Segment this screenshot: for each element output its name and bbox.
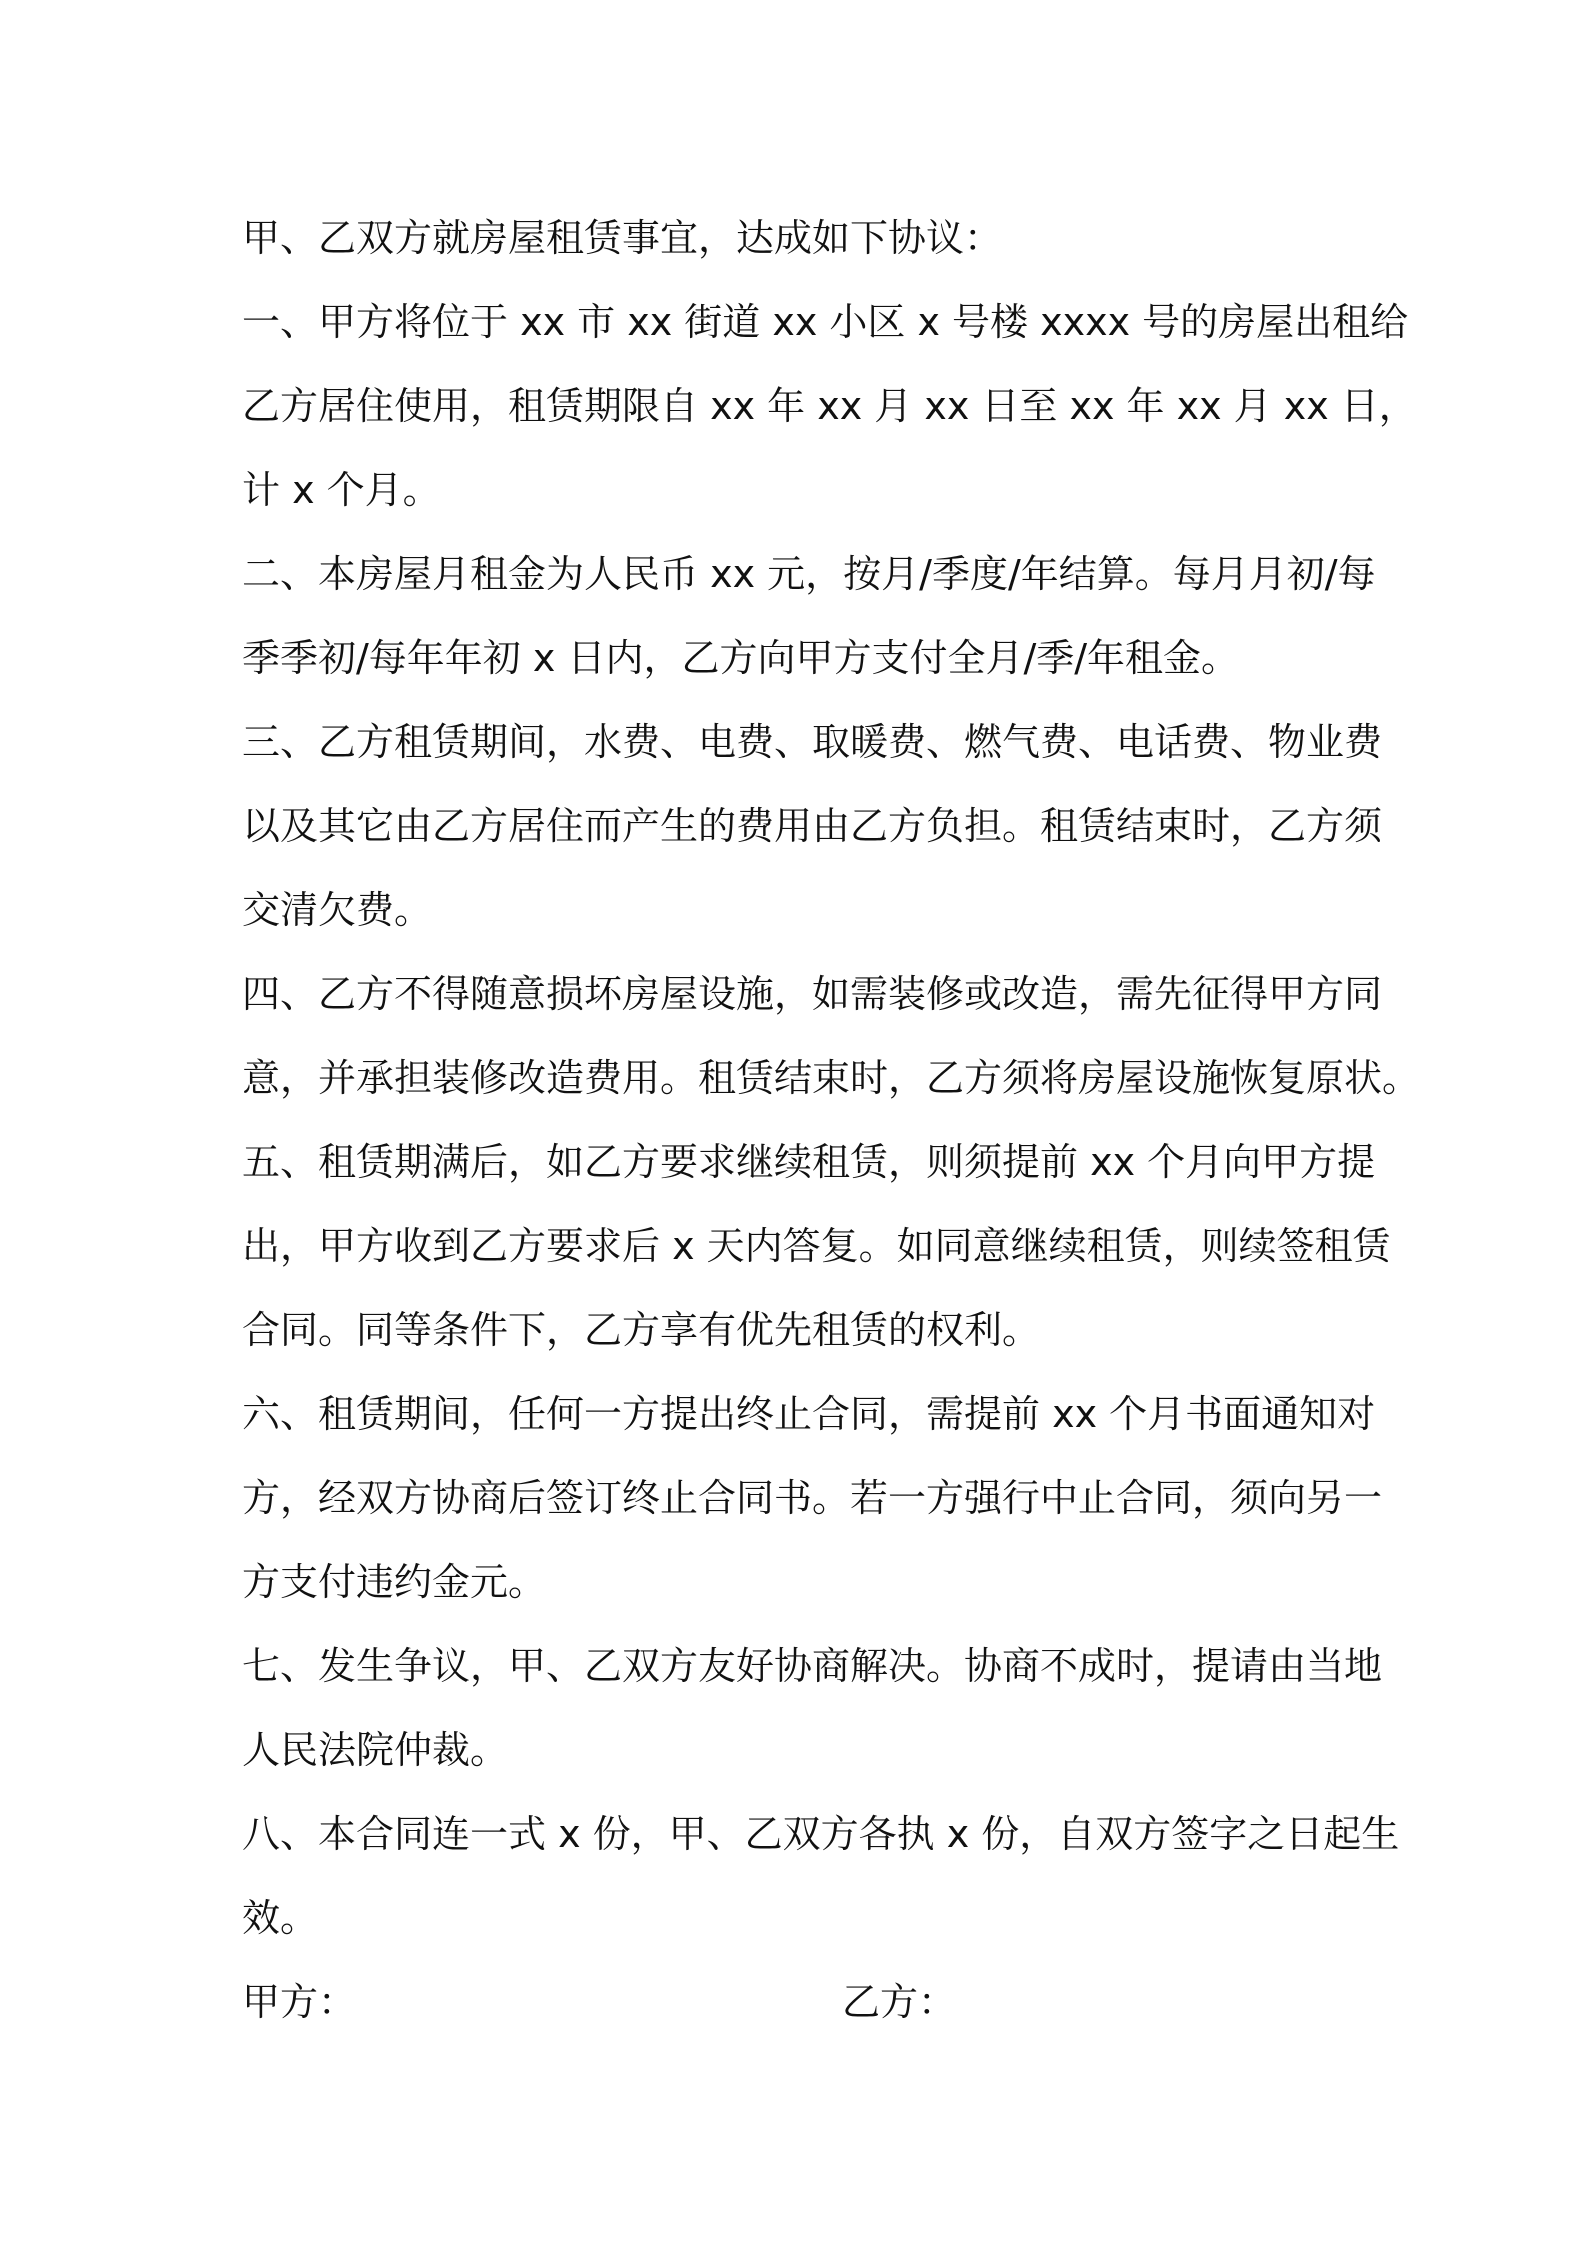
signature-row: [242, 1960, 1362, 2044]
clause-line: 七、发生争议，甲、乙双方友好协商解决。协商不成时，提请由当地: [242, 1644, 1383, 1688]
clause-line: 合同。同等条件下，乙方享有优先租赁的权利。: [242, 1308, 1041, 1352]
clause-7: [242, 1624, 1383, 1792]
intro-paragraph: [242, 196, 1362, 280]
clause-line: 方，经双方协商后签订终止合同书。若一方强行中止合同，须向另一: [242, 1476, 1383, 1520]
clause-1: [242, 280, 1417, 532]
clause-line: 三、乙方租赁期间，水费、电费、取暖费、燃气费、电话费、物业费: [242, 720, 1383, 764]
clause-6: [242, 1372, 1383, 1624]
clause-4: [242, 952, 1421, 1120]
clause-line: 二、本房屋月租金为人民币 xx 元，按月/季度/年结算。每月月初/每: [242, 552, 1376, 596]
clause-line: 乙方居住使用，租赁期限自 xx 年 xx 月 xx 日至 xx 年 xx 月 xx 日，: [242, 384, 1417, 428]
clause-line: 以及其它由乙方居住而产生的费用由乙方负担。租赁结束时，乙方须: [242, 804, 1383, 848]
clause-line: 季季初/每年年初 x 日内，乙方向甲方支付全月/季/年租金。: [242, 636, 1240, 680]
clause-line: 人民法院仲裁。: [242, 1728, 509, 1772]
party-a-signature-label: 甲方：: [242, 1980, 357, 2024]
clause-3: [242, 700, 1383, 952]
clause-line: 方支付违约金元。: [242, 1560, 547, 1604]
clause-8: [242, 1792, 1400, 1960]
clause-5: [242, 1120, 1391, 1372]
clause-2: [242, 532, 1376, 700]
clause-line: 四、乙方不得随意损坏房屋设施，如需装修或改造，需先征得甲方同: [242, 972, 1383, 1016]
contract-body: [242, 196, 1421, 2044]
clause-line: 计 x 个月。: [242, 468, 441, 512]
clause-line: 效。: [242, 1896, 319, 1940]
clause-line: 八、本合同连一式 x 份，甲、乙双方各执 x 份，自双方签字之日起生: [242, 1812, 1400, 1856]
clause-line: 交清欠费。: [242, 888, 433, 932]
intro-line: 甲、乙双方就房屋租赁事宜，达成如下协议：: [242, 216, 1003, 260]
clause-line: 出，甲方收到乙方要求后 x 天内答复。如同意继续租赁，则续签租赁: [242, 1224, 1391, 1268]
party-b-signature-label: 乙方：: [842, 1980, 957, 2024]
clause-line: 六、租赁期间，任何一方提出终止合同，需提前 xx 个月书面通知对: [242, 1392, 1376, 1436]
clause-line: 一、甲方将位于 xx 市 xx 街道 xx 小区 x 号楼 xxxx 号的房屋出租给: [242, 300, 1409, 344]
clause-line: 意，并承担装修改造费用。租赁结束时，乙方须将房屋设施恢复原状。: [242, 1056, 1421, 1100]
clause-line: 五、租赁期满后，如乙方要求继续租赁，则须提前 xx 个月向甲方提: [242, 1140, 1376, 1184]
